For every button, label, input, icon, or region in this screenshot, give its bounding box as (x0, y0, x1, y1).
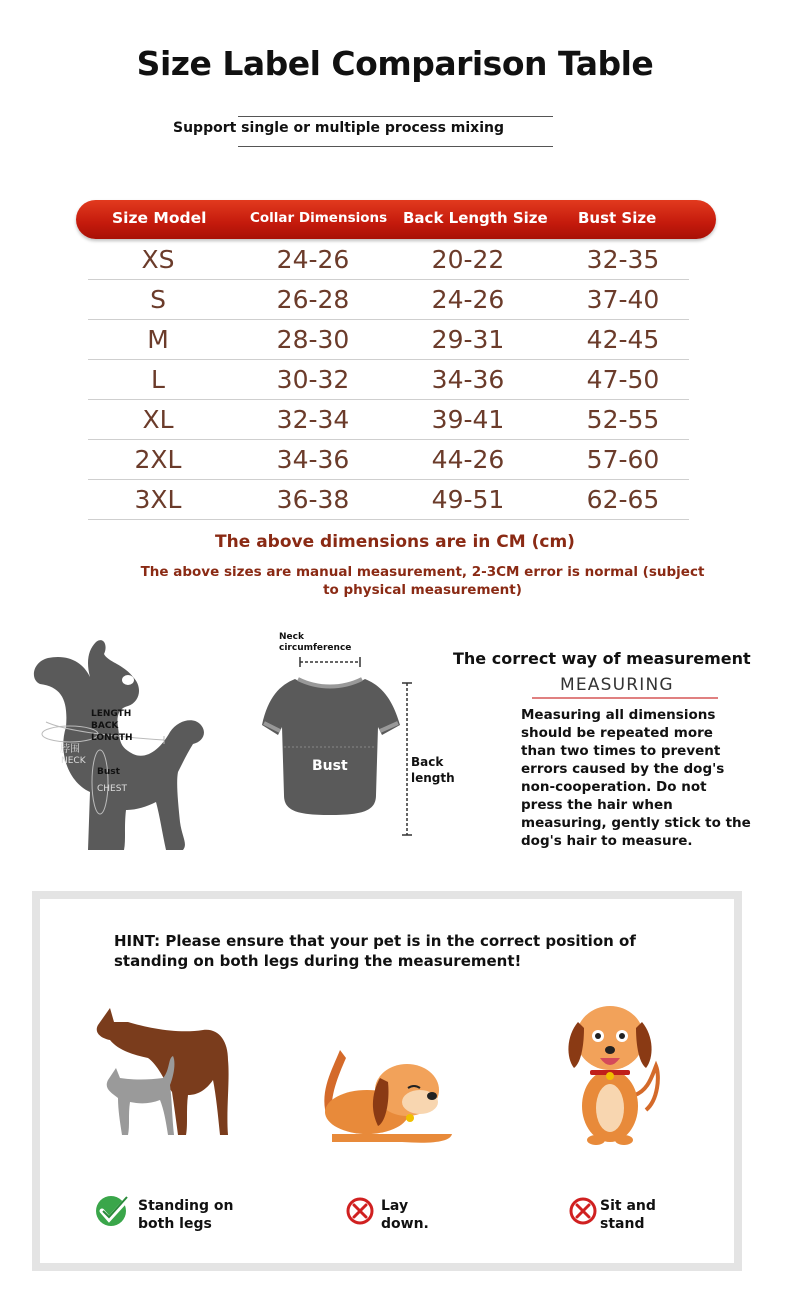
table-row (88, 400, 689, 440)
caption-line: down. (381, 1216, 429, 1232)
cell-back: 34-36 (431, 365, 505, 394)
cell-back: 39-41 (431, 405, 505, 434)
cell-bust: 42-45 (586, 325, 660, 354)
caption-line: Standing on (138, 1198, 234, 1214)
unit-note: The above dimensions are in CM (cm) (215, 532, 575, 552)
cell-back: 44-26 (431, 445, 505, 474)
cell-back: 24-26 (431, 285, 505, 314)
cell-size: 3XL (134, 485, 182, 514)
cross-icon (569, 1197, 599, 1227)
pose-caption-lay (381, 1197, 429, 1233)
caption-line: Lay (381, 1198, 409, 1214)
sitting-dog-icon (560, 996, 670, 1146)
back-length-label: Back length (411, 755, 455, 785)
cell-back: 20-22 (431, 245, 505, 274)
cell-back: 49-51 (431, 485, 505, 514)
cell-back: 29-31 (431, 325, 505, 354)
subtitle: Support single or multiple process mixing (173, 120, 504, 136)
cell-size: M (147, 325, 169, 354)
table-row (88, 360, 689, 400)
cell-size: XL (142, 405, 174, 434)
size-table (88, 240, 689, 520)
neck-cn-label: 脖围 (60, 744, 80, 755)
hint-text: HINT: Please ensure that your pet is in the correct position of standing on both legs during the measurement! (114, 932, 636, 970)
cell-collar: 30-32 (276, 365, 350, 394)
caption-line: both legs (138, 1216, 212, 1232)
neck-label: NECK (61, 756, 86, 766)
shirt-bust-label: Bust (312, 758, 348, 774)
table-row (88, 320, 689, 360)
caption-line: stand (600, 1216, 645, 1232)
page-title: Size Label Comparison Table (136, 44, 654, 83)
header-size-model: Size Model (112, 209, 207, 227)
measurement-text: Measuring all dimensions should be repeated more than two times to prevent errors caused by the dog's non-cooperation. Do not press the hair when measuring, gently stick to the dog's hair to measure. (521, 707, 751, 849)
cell-bust: 52-55 (586, 405, 660, 434)
length-label: LENGTH BACK LONGTH (91, 709, 133, 743)
divider (532, 697, 718, 699)
cell-bust: 47-50 (586, 365, 660, 394)
table-row (88, 480, 689, 520)
cell-size: 2XL (134, 445, 182, 474)
neck-circumference-label: Neck circumference (279, 632, 352, 653)
cell-bust: 57-60 (586, 445, 660, 474)
measuring-word: MEASURING (560, 675, 674, 695)
lying-dog-icon (312, 1030, 462, 1150)
divider (238, 146, 553, 147)
cell-collar: 34-36 (276, 445, 350, 474)
table-row (88, 280, 689, 320)
cell-bust: 62-65 (586, 485, 660, 514)
header-back-length: Back Length Size (403, 209, 548, 227)
chest-label: CHEST (97, 784, 127, 794)
bust-label: Bust (97, 767, 120, 777)
cell-size: XS (141, 245, 175, 274)
header-bust: Bust Size (578, 209, 657, 227)
caption-line: Sit and (600, 1198, 656, 1214)
table-row (88, 440, 689, 480)
table-header (76, 200, 716, 239)
cell-collar: 36-38 (276, 485, 350, 514)
standing-dog-cat-icon (88, 1000, 238, 1140)
check-icon (94, 1192, 134, 1228)
cell-collar: 24-26 (276, 245, 350, 274)
shirt-diagram-icon (260, 655, 420, 840)
cell-size: S (150, 285, 166, 314)
pose-caption-standing (138, 1197, 233, 1233)
pose-caption-sit (600, 1197, 656, 1233)
table-row (88, 240, 689, 280)
cell-bust: 37-40 (586, 285, 660, 314)
divider (238, 116, 553, 117)
cell-bust: 32-35 (586, 245, 660, 274)
cell-collar: 26-28 (276, 285, 350, 314)
cross-icon (346, 1197, 376, 1227)
cell-collar: 28-30 (276, 325, 350, 354)
measurement-title: The correct way of measurement (453, 649, 751, 668)
cell-size: L (151, 365, 165, 394)
cell-collar: 32-34 (276, 405, 350, 434)
error-note: The above sizes are manual measurement, 2-3CM error is normal (subject to physical measurement) (140, 564, 705, 598)
header-collar: Collar Dimensions (250, 210, 388, 226)
